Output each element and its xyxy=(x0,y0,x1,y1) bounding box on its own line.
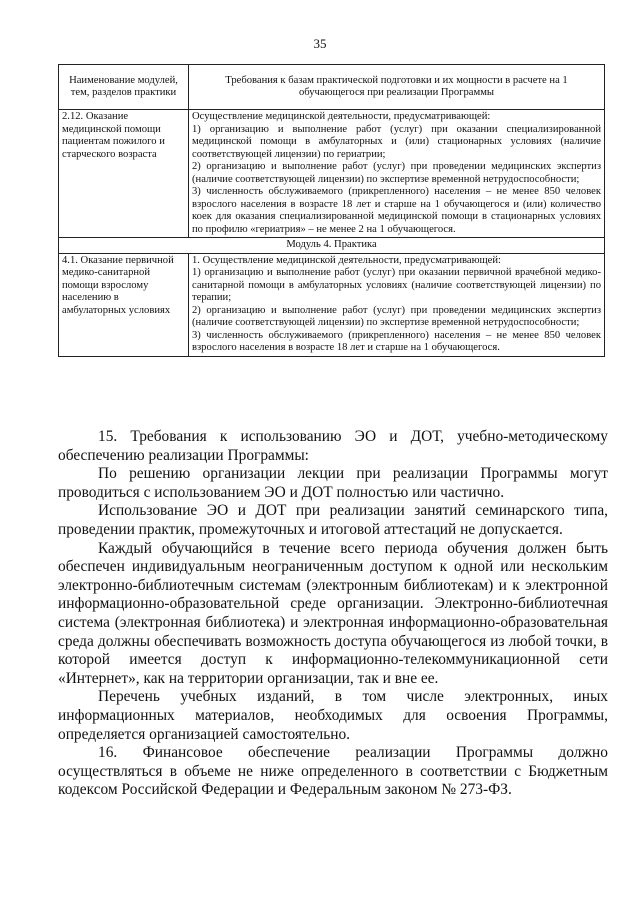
body-text xyxy=(58,428,608,800)
page-number: 35 xyxy=(313,36,327,51)
requirement-line: 2) организацию и выполнение работ (услуг) при проведении медицинских экспертиз (наличие соответствующей лицензии) по экспертизе временной нетрудоспособности; xyxy=(192,161,601,185)
requirement-line: 1. Осуществление медицинской деятельности, предусматривающей: xyxy=(192,254,501,266)
requirement-line: 1) организацию и выполнение работ (услуг) при оказании первичной врачебной медико-санитарной помощи в амбулаторных условиях (наличие соответствующей лицензии) по терапии; xyxy=(192,267,601,303)
paragraph-16: 16. Финансовое обеспечение реализации Программы должно осуществляться в объеме не ниже определенного в соответствии с Бюджетным кодексом Российской Федерации и Федеральным законом № 273-ФЗ. xyxy=(58,744,608,799)
requirement-line: 3) численность обслуживаемого (прикрепленного) населения – не менее 850 человек взрослого населения в возрасте 18 лет и старше на 1 обучающегося. xyxy=(192,329,601,353)
paragraph: По решению организации лекции при реализации Программы могут проводиться с использованием ЭО и ДОТ полностью или частично. xyxy=(58,465,608,501)
table-row xyxy=(59,253,605,356)
row-requirements-2-12 xyxy=(189,110,605,238)
requirement-line: 2) организацию и выполнение работ (услуг) при проведении медицинских экспертиз (наличие соответствующей лицензии) по экспертизе временной нетрудоспособности; xyxy=(192,304,601,328)
paragraph: Каждый обучающийся в течение всего периода обучения должен быть обеспечен индивидуальным неограниченным доступом к одной или нескольким электронно-библиотечным системам (электронным библиотекам) и к электронной информационно-образовательной среде организации. Электронно-библиотечная система (электронная библиотека) и электронная информационно-образовательная среда должны обеспечивать возможность доступа обучающегося из любой точки, в которой имеется доступ к информационно-телекоммуникационной сети «Интернет», как на территории организации, так и вне ее. xyxy=(58,539,608,687)
table-row xyxy=(59,110,605,238)
paragraph: Использование ЭО и ДОТ при реализации занятий семинарского типа, проведении практик, промежуточных и итоговой аттестаций не допускается. xyxy=(58,502,608,538)
module-title: Модуль 4. Практика xyxy=(59,238,605,254)
header-modules: Наименование модулей, тем, разделов практики xyxy=(59,65,189,110)
paragraph-15: 15. Требования к использованию ЭО и ДОТ, учебно-методическому обеспечению реализации Программы: xyxy=(58,428,608,464)
row-name-4-1: 4.1. Оказание первичной медико-санитарной помощи взрослому населению в амбулаторных условиях xyxy=(59,253,189,356)
paragraph: Перечень учебных изданий, в том числе электронных, иных информационных материалов, необходимых для освоения Программы, определяется организацией самостоятельно. xyxy=(58,688,608,743)
requirement-line: 1) организацию и выполнение работ (услуг) при оказании специализированной медицинской помощи в амбулаторных и (или) стационарных условиях (наличие соответствующей лицензии) по гериатрии; xyxy=(192,123,601,160)
row-requirements-4-1 xyxy=(189,253,605,356)
header-requirements: Требования к базам практической подготовки и их мощности в расчете на 1 обучающегося при реализации Программы xyxy=(189,65,605,110)
requirements-table xyxy=(58,64,605,357)
requirement-line: 3) численность обслуживаемого (прикрепленного) населения – не менее 850 человек взрослого населения в возрасте 18 лет и старше на 1 обучающегося и (или) количество коек для оказания специализированной медицинской помощи в стационарных условиях по профилю «гериатрия» – не менее 2 на 1 обучающегося. xyxy=(192,186,601,235)
row-name-2-12: 2.12. Оказание медицинской помощи пациентам пожилого и старческого возраста xyxy=(59,110,189,238)
module-row xyxy=(59,238,605,254)
requirement-line: Осуществление медицинской деятельности, предусматривающей: xyxy=(192,111,491,122)
table-header-row xyxy=(59,65,605,110)
